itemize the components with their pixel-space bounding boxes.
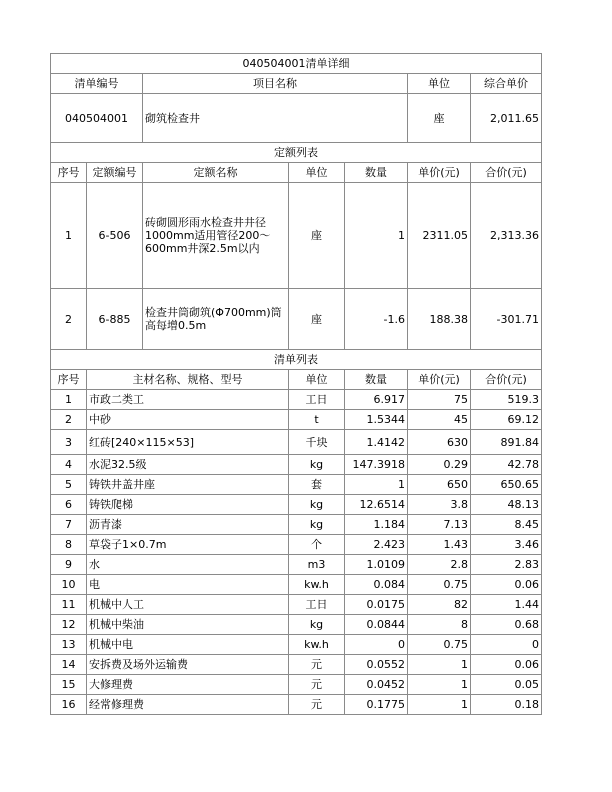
quota-price: 188.38 [408,289,471,350]
material-row [51,430,542,455]
material-name: 红砖[240×115×53] [87,430,289,455]
material-no: 5 [51,475,87,495]
quota-no: 1 [51,183,87,289]
quota-total: -301.71 [471,289,542,350]
material-no: 7 [51,515,87,535]
material-price: 1 [408,655,471,675]
material-no: 15 [51,675,87,695]
material-row [51,410,542,430]
material-price: 75 [408,390,471,410]
material-no: 12 [51,615,87,635]
material-total: 69.12 [471,410,542,430]
material-unit: 元 [289,695,345,715]
bill-code-header: 清单编号 [51,74,143,94]
quota-unit: 座 [289,289,345,350]
material-unit: t [289,410,345,430]
material-qty: 1.5344 [345,410,408,430]
material-qty: 0.0552 [345,655,408,675]
material-qty: 147.3918 [345,455,408,475]
bill-unit: 座 [408,94,471,143]
quota-qty: -1.6 [345,289,408,350]
material-row [51,615,542,635]
material-price: 2.8 [408,555,471,575]
quota-unit-header: 单位 [289,163,345,183]
material-price-header: 单价(元) [408,370,471,390]
material-unit: 套 [289,475,345,495]
material-name: 经常修理费 [87,695,289,715]
material-row [51,655,542,675]
bill-price: 2,011.65 [471,94,542,143]
material-qty: 6.917 [345,390,408,410]
quota-no-header: 序号 [51,163,87,183]
quota-unit: 座 [289,183,345,289]
quota-qty: 1 [345,183,408,289]
material-section-title: 清单列表 [51,350,542,370]
material-total: 0.06 [471,655,542,675]
material-name: 中砂 [87,410,289,430]
quota-price: 2311.05 [408,183,471,289]
material-price: 1 [408,675,471,695]
quota-total-header: 合价(元) [471,163,542,183]
material-unit: 千块 [289,430,345,455]
material-row [51,455,542,475]
material-unit: 工日 [289,390,345,410]
material-name: 沥青漆 [87,515,289,535]
material-total: 0.06 [471,575,542,595]
material-row [51,595,542,615]
material-price: 82 [408,595,471,615]
material-name: 市政二类工 [87,390,289,410]
quota-name-header: 定额名称 [143,163,289,183]
bill-unit-header: 单位 [408,74,471,94]
material-qty: 2.423 [345,535,408,555]
material-row [51,695,542,715]
bill-detail-table [50,53,542,715]
material-unit: 个 [289,535,345,555]
material-price: 7.13 [408,515,471,535]
material-name: 水泥32.5级 [87,455,289,475]
material-qty: 0.1775 [345,695,408,715]
material-no-header: 序号 [51,370,87,390]
material-name: 草袋子1×0.7m [87,535,289,555]
material-price: 0.75 [408,575,471,595]
material-qty: 0.0175 [345,595,408,615]
material-qty-header: 数量 [345,370,408,390]
material-total: 650.65 [471,475,542,495]
material-price: 1.43 [408,535,471,555]
material-unit: 元 [289,655,345,675]
material-unit: 工日 [289,595,345,615]
material-total-header: 合价(元) [471,370,542,390]
material-qty: 0.084 [345,575,408,595]
quota-price-header: 单价(元) [408,163,471,183]
material-price: 1 [408,695,471,715]
material-total: 891.84 [471,430,542,455]
material-qty: 0.0844 [345,615,408,635]
material-qty: 12.6514 [345,495,408,515]
material-unit: kw.h [289,575,345,595]
bill-name: 砌筑检查井 [143,94,408,143]
material-unit: 元 [289,675,345,695]
material-qty: 1 [345,475,408,495]
material-no: 8 [51,535,87,555]
material-price: 8 [408,615,471,635]
quota-section-title: 定额列表 [51,143,542,163]
material-total: 8.45 [471,515,542,535]
material-no: 13 [51,635,87,655]
quota-code: 6-506 [87,183,143,289]
bill-code: 040504001 [51,94,143,143]
material-name: 机械中人工 [87,595,289,615]
material-row [51,535,542,555]
material-price: 650 [408,475,471,495]
material-row [51,515,542,535]
material-total: 42.78 [471,455,542,475]
material-name-header: 主材名称、规格、型号 [87,370,289,390]
material-row [51,675,542,695]
material-price: 0.29 [408,455,471,475]
material-unit: kw.h [289,635,345,655]
material-no: 3 [51,430,87,455]
material-no: 2 [51,410,87,430]
quota-row [51,289,542,350]
material-qty: 0 [345,635,408,655]
material-no: 16 [51,695,87,715]
material-qty: 1.4142 [345,430,408,455]
material-no: 1 [51,390,87,410]
quota-row [51,183,542,289]
material-row [51,575,542,595]
material-no: 4 [51,455,87,475]
material-total: 48.13 [471,495,542,515]
material-unit: kg [289,515,345,535]
quota-code-header: 定额编号 [87,163,143,183]
material-unit: kg [289,615,345,635]
material-row [51,635,542,655]
material-unit-header: 单位 [289,370,345,390]
material-no: 9 [51,555,87,575]
material-row [51,495,542,515]
quota-no: 2 [51,289,87,350]
material-price: 0.75 [408,635,471,655]
material-name: 水 [87,555,289,575]
material-price: 630 [408,430,471,455]
material-qty: 0.0452 [345,675,408,695]
material-name: 机械中柴油 [87,615,289,635]
material-no: 14 [51,655,87,675]
material-unit: kg [289,455,345,475]
material-no: 11 [51,595,87,615]
bill-price-header: 综合单价 [471,74,542,94]
material-row [51,555,542,575]
material-name: 安拆费及场外运输费 [87,655,289,675]
material-name: 铸铁爬梯 [87,495,289,515]
material-row [51,390,542,410]
material-unit: m3 [289,555,345,575]
quota-name: 砖砌圆形雨水检查井井径1000mm适用管径200～600mm井深2.5m以内 [143,183,289,289]
material-row [51,475,542,495]
material-total: 0.05 [471,675,542,695]
material-price: 3.8 [408,495,471,515]
material-unit: kg [289,495,345,515]
material-total: 519.3 [471,390,542,410]
material-no: 6 [51,495,87,515]
material-total: 3.46 [471,535,542,555]
quota-name: 检查井筒砌筑(Φ700mm)筒高每增0.5m [143,289,289,350]
material-name: 大修理费 [87,675,289,695]
material-name: 机械中电 [87,635,289,655]
material-total: 0.18 [471,695,542,715]
material-no: 10 [51,575,87,595]
material-qty: 1.0109 [345,555,408,575]
table-title: 040504001清单详细 [51,54,542,74]
quota-qty-header: 数量 [345,163,408,183]
quota-code: 6-885 [87,289,143,350]
material-name: 铸铁井盖井座 [87,475,289,495]
material-total: 2.83 [471,555,542,575]
material-name: 电 [87,575,289,595]
material-total: 0.68 [471,615,542,635]
quota-total: 2,313.36 [471,183,542,289]
material-total: 1.44 [471,595,542,615]
material-total: 0 [471,635,542,655]
material-qty: 1.184 [345,515,408,535]
material-price: 45 [408,410,471,430]
bill-name-header: 项目名称 [143,74,408,94]
